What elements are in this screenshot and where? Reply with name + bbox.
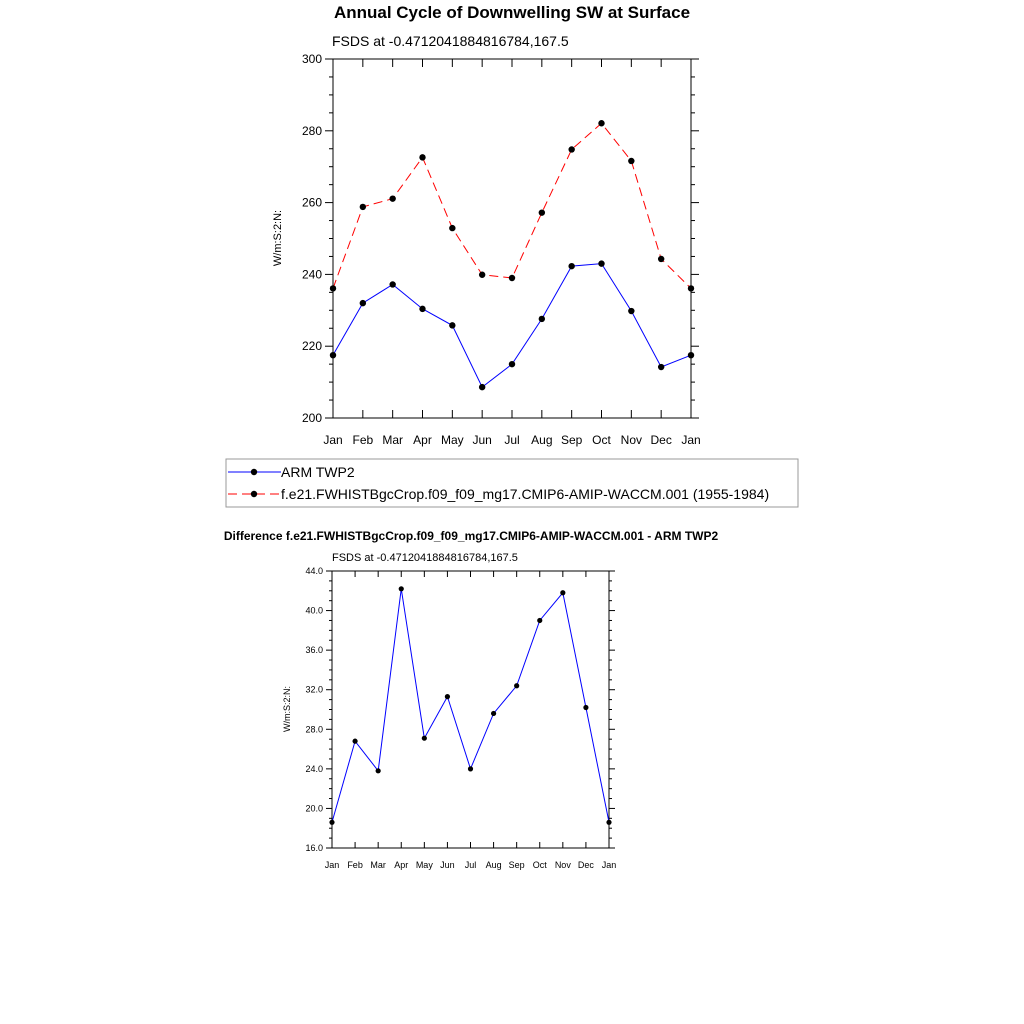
top-chart-x-tick-label: Apr xyxy=(413,433,432,447)
bottom-chart-data-point xyxy=(491,711,496,716)
bottom-chart-y-tick-label: 24.0 xyxy=(305,763,323,774)
top-chart-y-tick-label: 240 xyxy=(301,267,322,282)
top-chart-data-point xyxy=(419,154,425,160)
bottom-chart-plot-frame xyxy=(332,571,609,848)
top-chart-data-point xyxy=(360,204,366,210)
top-chart-data-point xyxy=(628,308,634,314)
bottom-chart-x-tick-label: Jan xyxy=(324,860,340,870)
bottom-chart-y-axis-label: W/m:S:2:N: xyxy=(282,685,292,733)
bottom-chart-data-point xyxy=(399,586,404,591)
top-chart-x-tick-label: Oct xyxy=(592,433,611,447)
top-chart-y-tick-label: 300 xyxy=(301,52,322,66)
top-chart-series-line-1 xyxy=(333,123,691,288)
top-chart-data-point xyxy=(598,260,604,266)
bottom-chart-data-point xyxy=(537,618,542,623)
top-chart-data-point xyxy=(568,146,574,152)
top-chart-y-tick-label: 220 xyxy=(301,339,322,354)
bottom-chart-data-point xyxy=(560,590,565,595)
bottom-chart-x-tick-label: May xyxy=(415,860,433,870)
legend-marker-0 xyxy=(251,469,257,475)
bottom-chart-y-tick-label: 32.0 xyxy=(305,684,323,695)
top-chart-x-tick-label: Aug xyxy=(531,433,553,447)
top-chart-data-point xyxy=(688,352,694,358)
top-chart-y-tick-label: 200 xyxy=(301,411,322,425)
legend-marker-1 xyxy=(251,491,257,497)
top-chart-data-point xyxy=(330,285,336,291)
top-chart-y-tick-label: 260 xyxy=(301,195,322,210)
top-chart-data-point xyxy=(389,195,395,201)
top-chart-data-point xyxy=(688,285,694,291)
bottom-chart-data-point xyxy=(468,766,473,771)
bottom-chart-x-tick-label: Jan xyxy=(601,860,617,870)
top-chart-data-point xyxy=(479,384,485,390)
bottom-chart-data-point xyxy=(514,683,519,688)
top-chart-data-point xyxy=(479,272,485,278)
bottom-chart-data-point xyxy=(376,768,381,773)
bottom-chart-y-tick-label: 20.0 xyxy=(305,803,323,814)
top-chart-x-tick-label: Feb xyxy=(352,433,374,447)
bottom-chart-y-tick-label: 28.0 xyxy=(305,724,323,735)
top-chart-x-tick-label: May xyxy=(440,433,464,447)
bottom-chart-x-tick-label: Apr xyxy=(394,860,409,870)
bottom-chart-title: Difference f.e21.FWHISTBgcCrop.f09_f09_mg17.CMIP6-AMIP-WACCM.001 - ARM TWP2 xyxy=(223,529,719,543)
top-chart-data-point xyxy=(628,158,634,164)
top-chart-data-point xyxy=(419,306,425,312)
top-chart-x-tick-label: Jul xyxy=(504,433,520,447)
top-chart-data-point xyxy=(449,322,455,328)
top-chart-title: Annual Cycle of Downwelling SW at Surface xyxy=(333,3,691,22)
top-chart-data-point xyxy=(539,316,545,322)
top-chart-x-tick-label: Mar xyxy=(382,433,404,447)
bottom-chart-y-tick-label: 16.0 xyxy=(305,843,323,853)
bottom-chart-data-point xyxy=(422,736,427,741)
bottom-chart-data-point xyxy=(445,694,450,699)
top-chart-data-point xyxy=(658,256,664,262)
top-chart-x-tick-label: Jan xyxy=(681,433,701,447)
bottom-chart-data-point xyxy=(583,705,588,710)
top-chart-x-tick-label: Jun xyxy=(472,433,492,447)
top-chart-y-tick-label: 280 xyxy=(301,123,322,138)
bottom-chart-y-tick-label: 36.0 xyxy=(305,645,323,656)
bottom-chart-data-point xyxy=(329,820,334,825)
bottom-chart-x-tick-label: Jul xyxy=(464,860,477,870)
top-chart-data-point xyxy=(509,275,515,281)
bottom-chart-x-tick-label: Aug xyxy=(485,860,502,870)
top-chart-series-line-0 xyxy=(333,264,691,388)
bottom-chart-y-tick-label: 44.0 xyxy=(305,566,323,576)
bottom-chart-data-point xyxy=(352,739,357,744)
legend-label-1: f.e21.FWHISTBgcCrop.f09_f09_mg17.CMIP6-AMIP-WACCM.001 (1955-1984) xyxy=(281,486,770,502)
bottom-chart-x-tick-label: Jun xyxy=(440,860,455,870)
top-chart-data-point xyxy=(658,364,664,370)
top-chart-data-point xyxy=(330,352,336,358)
top-chart-x-tick-label: Jan xyxy=(323,433,343,447)
top-chart-subtitle: FSDS at -0.4712041884816784,167.5 xyxy=(332,33,569,49)
top-chart-data-point xyxy=(389,281,395,287)
bottom-chart-series-line-0 xyxy=(332,589,609,822)
bottom-chart-x-tick-label: Dec xyxy=(577,860,594,870)
top-chart-data-point xyxy=(509,361,515,367)
top-chart-data-point xyxy=(568,263,574,269)
bottom-chart-x-tick-label: Feb xyxy=(347,860,363,870)
legend-label-0: ARM TWP2 xyxy=(281,464,355,480)
bottom-chart-y-tick-label: 40.0 xyxy=(305,605,323,616)
bottom-chart-data-point xyxy=(606,820,611,825)
top-chart-data-point xyxy=(539,209,545,215)
top-chart-data-point xyxy=(360,300,366,306)
top-chart-x-tick-label: Nov xyxy=(620,433,643,447)
bottom-chart-x-tick-label: Mar xyxy=(370,860,386,870)
bottom-chart-x-tick-label: Sep xyxy=(508,860,525,870)
top-chart-x-tick-label: Dec xyxy=(650,433,672,447)
bottom-chart-x-tick-label: Nov xyxy=(554,860,571,870)
top-chart-data-point xyxy=(598,120,604,126)
bottom-chart-subtitle: FSDS at -0.4712041884816784,167.5 xyxy=(332,552,518,564)
top-chart-data-point xyxy=(449,225,455,231)
top-chart-x-tick-label: Sep xyxy=(560,433,583,447)
top-chart-y-axis-label: W/m:S:2:N: xyxy=(272,209,284,267)
bottom-chart-x-tick-label: Oct xyxy=(532,860,547,870)
